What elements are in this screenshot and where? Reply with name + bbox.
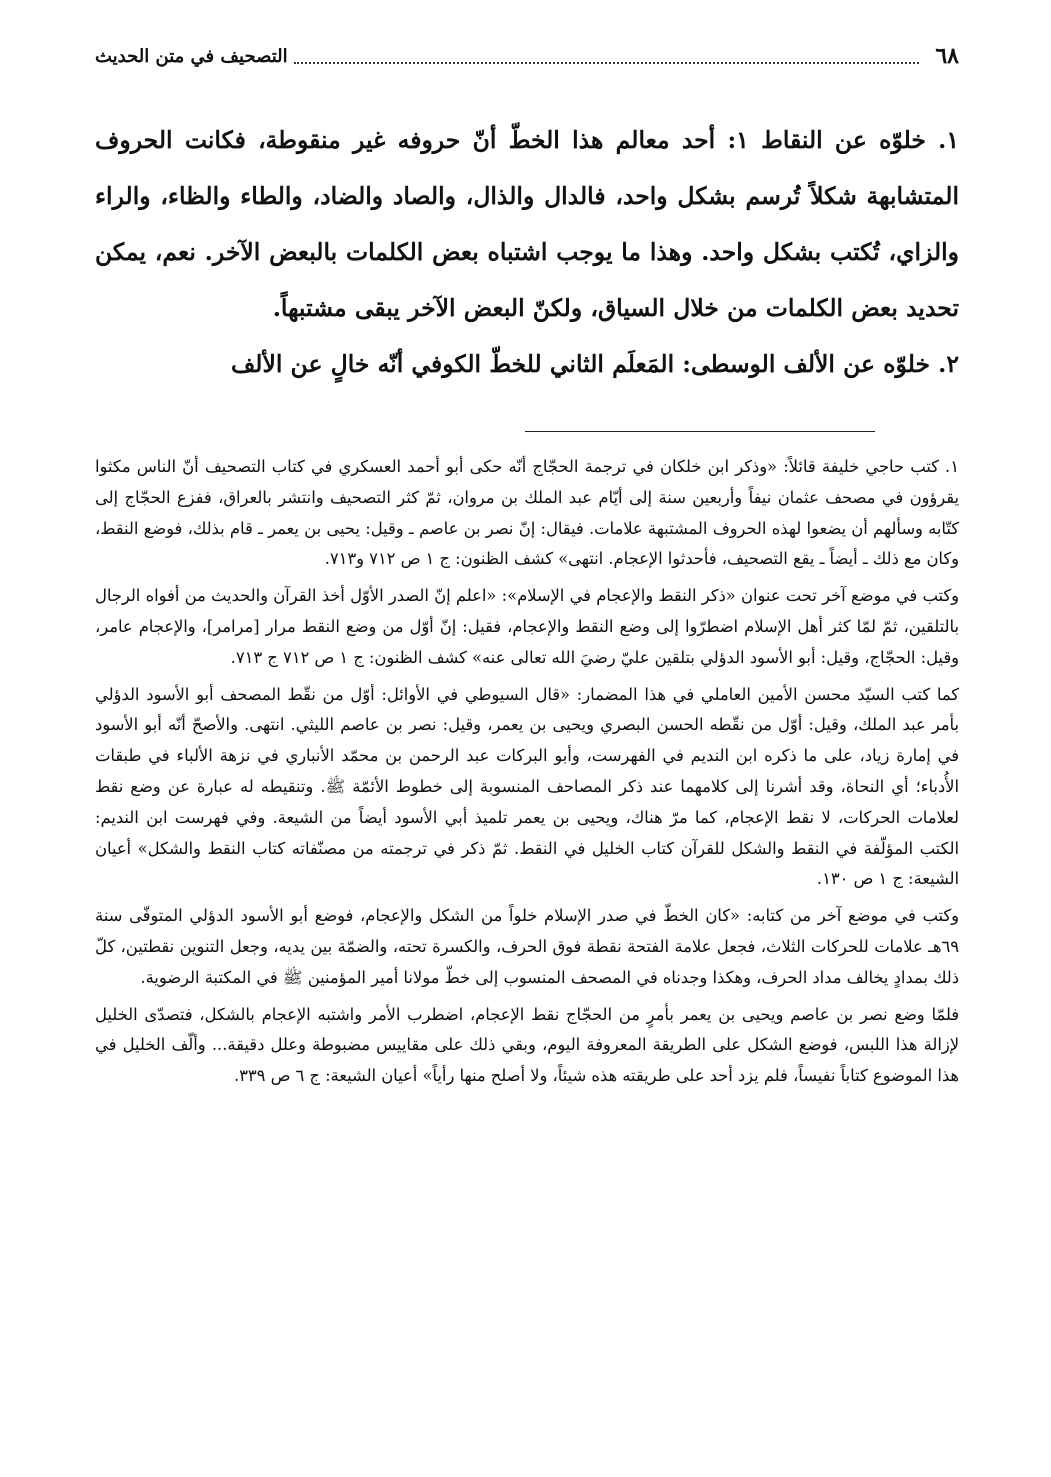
running-title: التصحيف في متن الحديث bbox=[95, 45, 288, 67]
footnote-paragraph-4: وكتب في موضع آخر من كتابه: «كان الخطّ في صدر الإسلام خلواً من الشكل والإعجام، فوضع أبو الأسود الدؤلي المتوفّى سنة ٦٩هـ علامات للحركات الثلاث، فجعل علامة الفتحة نقطة فوق الحرف، والكسرة تحته، والضمّة بين يديه، وجعل التنوين نقطتين، كلّ ذلك بمدادٍ يخالف مداد الحرف، وهكذا وجدناه في المصحف المنسوب إلى خطّ مولانا أمير المؤمنين ﷺ في المكتبة الرضوية. bbox=[95, 906, 959, 987]
page-number: ٦٨ bbox=[935, 43, 959, 69]
footnote-paragraph-3: كما كتب السيّد محسن الأمين العاملي في هذا المضمار: «قال السيوطي في الأوائل: أوّل من نقّط المصحف أبو الأسود الدؤلي بأمر عبد الملك، وقيل: أوّل من نقّطه الحسن البصري ويحيى بن يعمر، وقيل: نصر بن عاصم الليثي. انتهى. والأصحّ أنّه أبو الأسود في إمارة زياد، على ما ذكره ابن النديم في الفهرست، وأبو البركات عبد الرحمن بن محمّد الأنباري في نزهة الألباء في طبقات الأُدباء؛ أي النحاة، وقد أشرنا إلى كلامهما عند ذكر المصاحف المنسوبة إلى خطوط الأئمّة ﷺ. وتنقيطه له عبارة عن وضع نقط لعلامات الحركات، لا نقط الإعجام، كما مرّ هناك، ويحيى بن يعمر تلميذ أبي الأسود أيضاً من الشيعة. وفي فهرست ابن النديم: الكتب المؤلّفة في النقط والشكل للقرآن كتاب الخليل في النقط. ثمّ ذكر في ترجمته من مصنّفاته كتاب النقط والشكل» أعيان الشيعة: ج ١ ص ١٣٠. bbox=[95, 684, 959, 889]
main-text bbox=[95, 112, 959, 392]
page-header bbox=[95, 38, 959, 74]
footnotes bbox=[95, 452, 959, 1098]
footnote-paragraph-2: وكتب في موضع آخر تحت عنوان «ذكر النقط والإعجام في الإسلام»: «اعلم إنّ الصدر الأوّل أخذ القرآن والحديث من أفواه الرجال بالتلقين، ثمّ لمّا كثر أهل الإسلام اضطرّوا إلى وضع النقط والإعجام، فقيل: إنّ أوّل من وضع النقط مرار [مرامر]، والإعجام عامر، وقيل: الحجّاج، وقيل: أبو الأسود الدؤلي بتلقين عليّ رضيَ الله تعالى عنه» كشف الظنون: ج ١ ص ٧١٢ ج ٧١٣. bbox=[95, 586, 959, 667]
point-1-paragraph: ١. خلوّه عن النقاط ١: أحد معالم هذا الخطّ أنّ حروفه غير منقوطة، فكانت الحروف المتشابهة شكلاً تُرسم بشكل واحد، فالدال والذال، والصاد والضاد، والطاء والظاء، والراء والزاي، تُكتب بشكل واحد. وهذا ما يوجب اشتباه بعض الكلمات بالبعض الآخر. نعم، يمكن تحديد بعض الكلمات من خلال السياق، ولكنّ البعض الآخر يبقى مشتبهاً. bbox=[95, 126, 959, 322]
footnote-paragraph-5: فلمّا وضع نصر بن عاصم ويحيى بن يعمر بأمرٍ من الحجّاج نقط الإعجام، اضطرب الأمر واشتبه الإعجام بالشكل، فتصدّى الخليل لإزالة هذا اللبس، فوضع الشكل على الطريقة المعروفة اليوم، وبقي ذلك على مقاييس مضبوطة وعلل دقيقة... وألّف الخليل في هذا الموضوع كتاباً نفيساً، فلم يزد أحد على طريقته هذه شيئاً، ولا أصلح منها رأياً» أعيان الشيعة: ج ٦ ص ٣٣٩. bbox=[95, 1004, 959, 1086]
footnote-paragraph-1: ١. كتب حاجي خليفة قائلاً: «وذكر ابن خلكان في ترجمة الحجّاج أنّه حكى أبو أحمد العسكري في كتاب التصحيف أنّ الناس مكثوا يقرؤون في مصحف عثمان نيفاً وأربعين سنة إلى أيّام عبد الملك بن مروان، ثمّ كثر التصحيف وانتشر بالعراق، ففزع الحجّاج إلى كتّابه وسألهم أن يضعوا لهذه الحروف المشتبهة علامات. فيقال: إنّ نصر بن عاصم ـ وقيل: يحيى بن يعمر ـ قام بذلك، فوضع النقط، وكان مع ذلك ـ أيضاً ـ يقع التصحيف، فأحدثوا الإعجام. انتهى» كشف الظنون: ج ١ ص ٧١٢ و٧١٣. bbox=[95, 457, 959, 569]
header-dot-leader bbox=[294, 61, 920, 64]
footnote-separator bbox=[525, 431, 875, 432]
point-2-paragraph: ٢. خلوّه عن الألف الوسطى: المَعلَم الثاني للخطّ الكوفي أنّه خالٍ عن الألف bbox=[230, 350, 959, 378]
